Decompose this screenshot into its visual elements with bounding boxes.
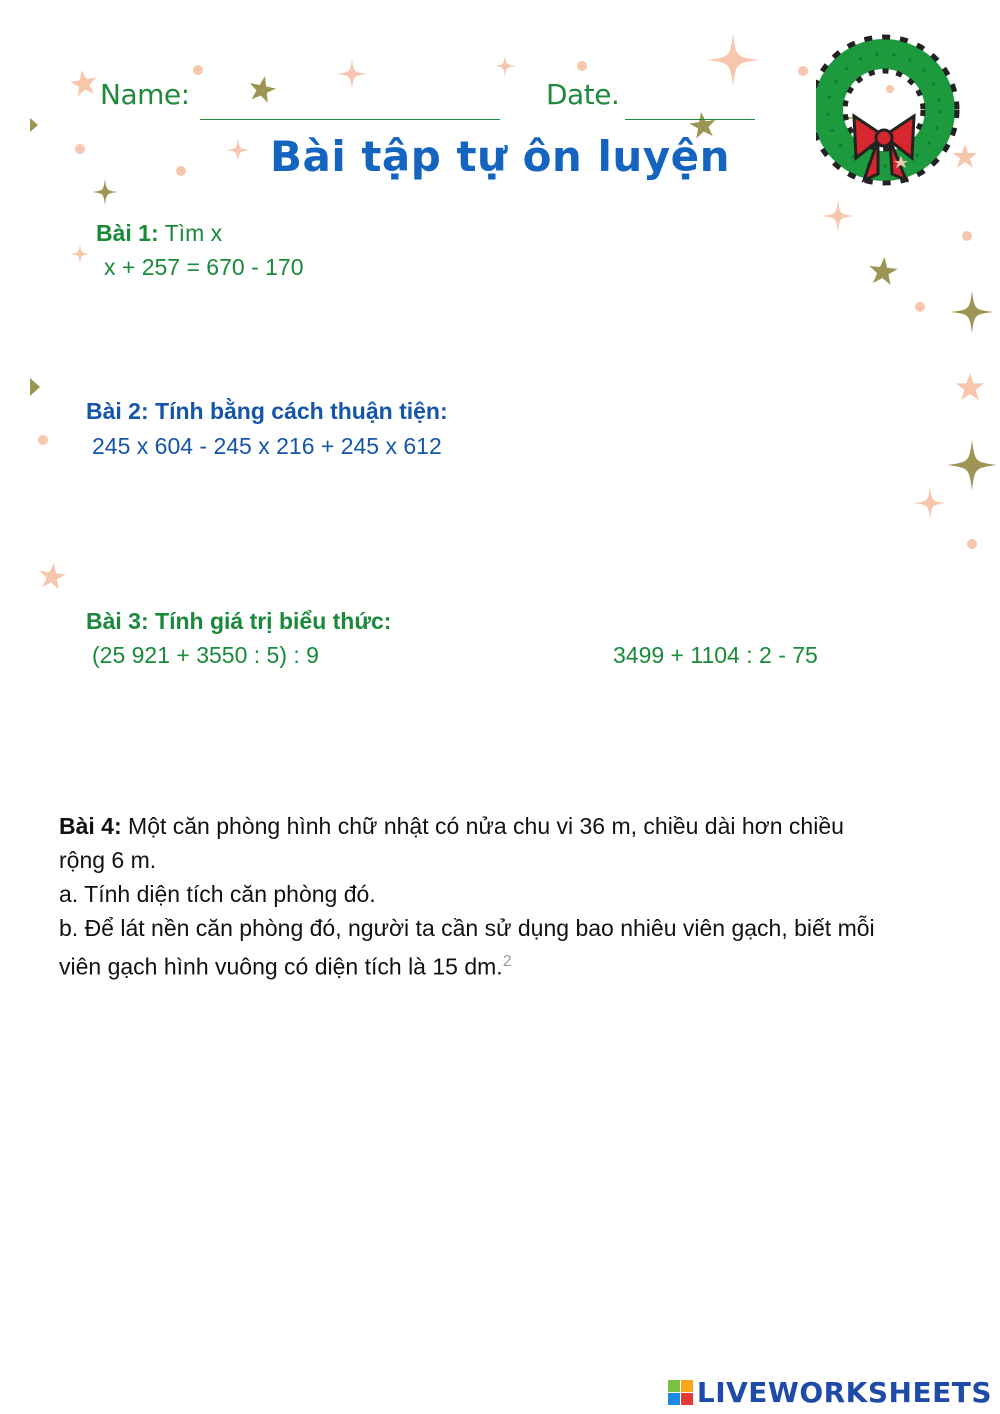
exercise-4-text-5: viên gạch hình vuông có diện tích là 15 dm. xyxy=(59,953,503,980)
exercise-2-heading: Bài 2: Tính bằng cách thuận tiện: xyxy=(86,398,448,424)
exercise-4-part-a: a. Tính diện tích căn phòng đó. xyxy=(59,881,376,907)
exercise-4-text-1: Một căn phòng hình chữ nhật có nửa chu vi 36 m, chiều dài hơn chiều xyxy=(128,813,844,839)
exercise-1-instruction: Tìm x xyxy=(164,220,223,246)
exercise-4-part-b: b. Để lát nền căn phòng đó, người ta cần sử dụng bao nhiêu viên gạch, biết mỗi xyxy=(59,915,875,941)
date-field-line[interactable] xyxy=(625,119,755,120)
exercise-4-line-1 xyxy=(59,809,979,843)
name-field-line[interactable] xyxy=(200,119,500,120)
exercise-1-expression: x + 257 = 670 - 170 xyxy=(104,254,304,280)
exercise-1-heading xyxy=(96,216,222,250)
page-title: Bài tập tự ôn luyện xyxy=(269,132,730,181)
exercise-3-heading: Bài 3: Tính giá trị biểu thức: xyxy=(86,608,392,634)
logo-grid-icon xyxy=(668,1380,693,1405)
name-label: Name: xyxy=(100,78,190,111)
exercise-4-label: Bài 4: xyxy=(59,813,122,839)
exercise-4-block xyxy=(59,809,979,984)
exercise-4-line-5 xyxy=(59,945,979,984)
exercise-3-expression-left: (25 921 + 3550 : 5) : 9 xyxy=(92,642,319,668)
exercise-4-line-2: rộng 6 m. xyxy=(59,847,157,873)
logo-text: LIVEWORKSHEETS xyxy=(696,1376,992,1409)
exercise-1-label: Bài 1: xyxy=(96,220,159,246)
exercise-3-expression-right: 3499 + 1104 : 2 - 75 xyxy=(613,642,818,668)
date-label: Date. xyxy=(546,78,620,111)
exercise-4-superscript: 2 xyxy=(502,953,512,970)
liveworksheets-logo xyxy=(668,1376,992,1409)
exercise-2-expression: 245 x 604 - 245 x 216 + 245 x 612 xyxy=(92,433,442,459)
